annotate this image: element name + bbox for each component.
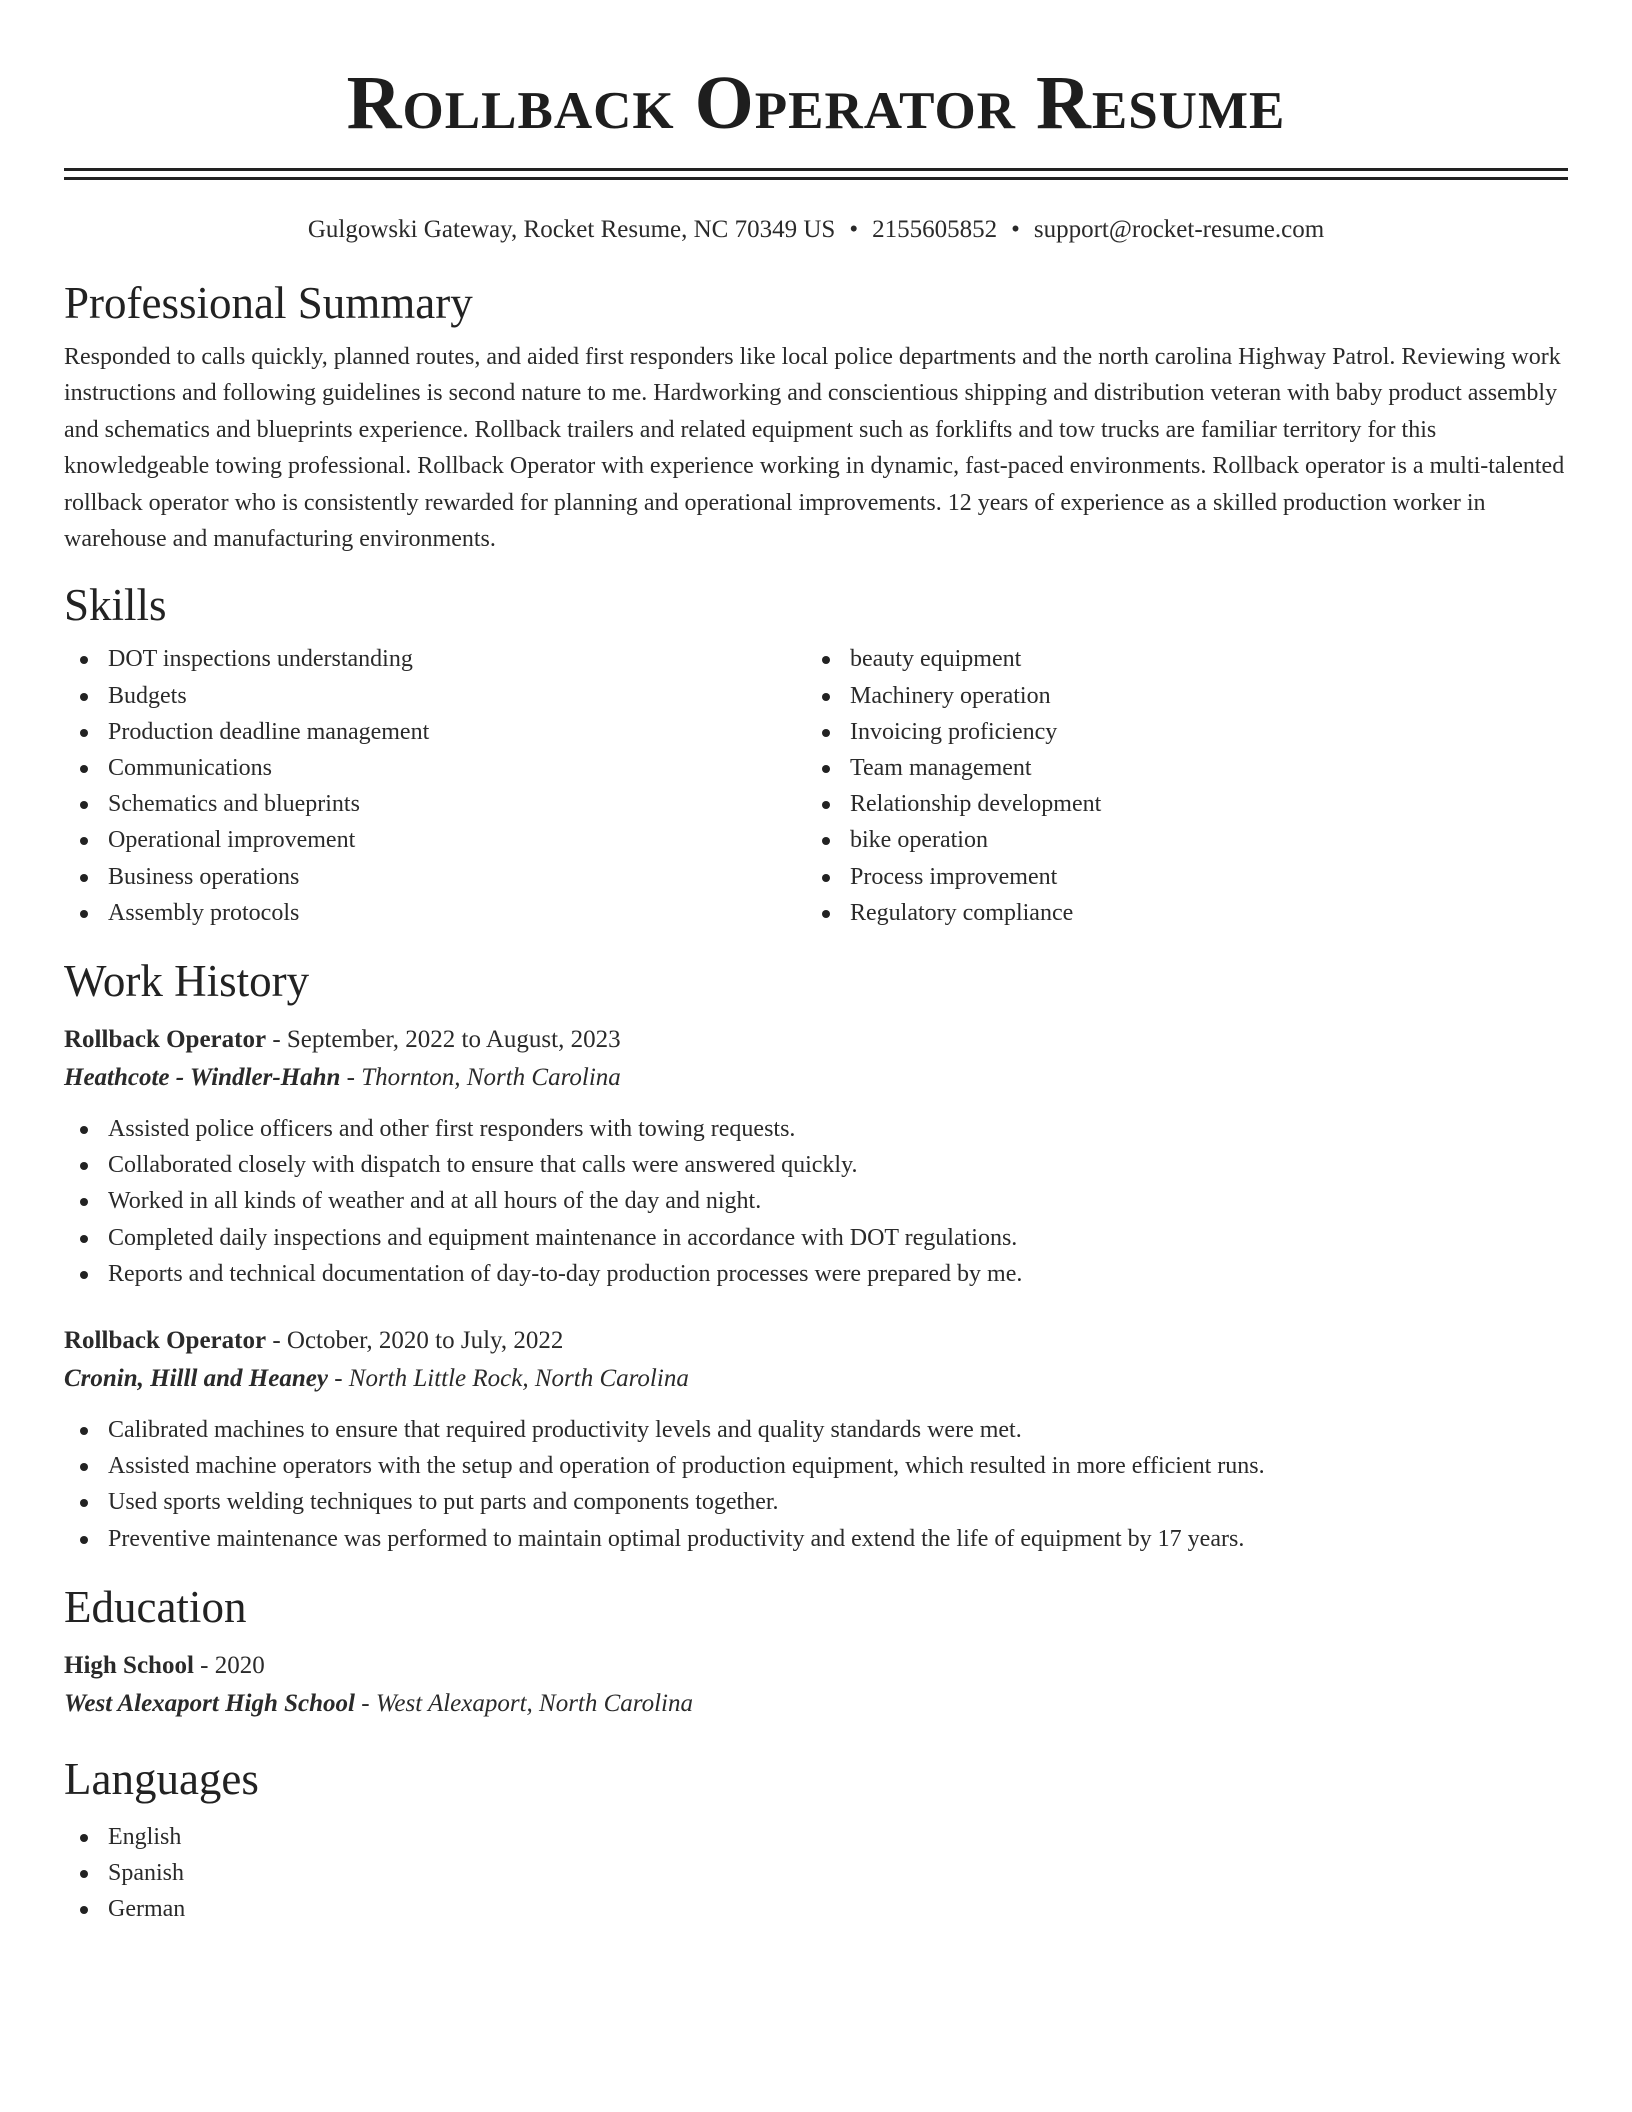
resume-title: Rollback Operator Resume xyxy=(346,61,1286,145)
contact-line xyxy=(64,213,1568,247)
skill-item: Business operations xyxy=(64,859,806,895)
work-history-heading: Work History xyxy=(64,956,310,1007)
contact-separator: • xyxy=(849,216,859,243)
job-location: - North Little Rock, North Carolina xyxy=(327,1365,689,1393)
skills-column-right xyxy=(806,641,1548,931)
skills-column-left xyxy=(64,641,806,931)
contact-address: Gulgowski Gateway, Rocket Resume, NC 70349 US xyxy=(307,216,836,243)
education-degree: High School xyxy=(64,1651,194,1679)
job-title: Rollback Operator xyxy=(64,1026,267,1054)
education-entry xyxy=(64,1647,1568,1723)
job-dates: - September, 2022 to August, 2023 xyxy=(266,1026,621,1054)
job-entry xyxy=(64,1021,1568,1292)
skill-item: Budgets xyxy=(64,678,806,714)
education-location: - West Alexaport, North Carolina xyxy=(355,1689,693,1717)
job-duty-item: Reports and technical documentation of day-to-day production processes were prepared by me. xyxy=(64,1256,1568,1292)
job-title-line xyxy=(64,1021,1568,1059)
contact-email[interactable]: support@rocket-resume.com xyxy=(1033,216,1325,243)
skill-item: Process improvement xyxy=(806,859,1548,895)
job-dates: - October, 2020 to July, 2022 xyxy=(266,1327,564,1355)
skills-heading: Skills xyxy=(64,580,167,631)
education-degree-line xyxy=(64,1647,1568,1685)
skill-item: Invoicing proficiency xyxy=(806,714,1548,750)
skill-item: Operational improvement xyxy=(64,822,806,858)
education-heading: Education xyxy=(64,1581,247,1632)
contact-phone: 2155605852 xyxy=(872,216,998,243)
job-company: Heathcote - Windler-Hahn xyxy=(64,1064,341,1092)
job-title: Rollback Operator xyxy=(64,1327,267,1355)
skill-item: Communications xyxy=(64,750,806,786)
skill-item: Schematics and blueprints xyxy=(64,786,806,822)
job-duty-item: Worked in all kinds of weather and at all hours of the day and night. xyxy=(64,1183,1568,1219)
education-year: - 2020 xyxy=(193,1651,265,1679)
job-entry xyxy=(64,1322,1568,1557)
skill-item: Assembly protocols xyxy=(64,895,806,931)
job-duties xyxy=(64,1111,1568,1292)
job-location: - Thornton, North Carolina xyxy=(340,1064,621,1092)
education-school: West Alexaport High School xyxy=(64,1689,356,1717)
job-duty-item: Assisted machine operators with the setup and operation of production equipment, which resulted in more efficient runs. xyxy=(64,1448,1568,1484)
skill-item: Regulatory compliance xyxy=(806,895,1548,931)
skill-item: bike operation xyxy=(806,822,1548,858)
contact-separator: • xyxy=(1011,216,1020,243)
job-company-line xyxy=(64,1059,1568,1097)
skill-item: Relationship development xyxy=(806,786,1548,822)
skill-item: Team management xyxy=(806,750,1548,786)
languages-heading: Languages xyxy=(64,1753,259,1804)
language-item: Spanish xyxy=(64,1855,1568,1891)
language-item: German xyxy=(64,1891,1568,1927)
job-duty-item: Collaborated closely with dispatch to ensure that calls were answered quickly. xyxy=(64,1147,1568,1183)
job-duties xyxy=(64,1412,1568,1557)
skill-item: beauty equipment xyxy=(806,641,1548,677)
skill-item: Production deadline management xyxy=(64,714,806,750)
job-duty-item: Completed daily inspections and equipment maintenance in accordance with DOT regulations. xyxy=(64,1220,1568,1256)
education-school-line xyxy=(64,1685,1568,1723)
skill-item: Machinery operation xyxy=(806,678,1548,714)
job-company-line xyxy=(64,1360,1568,1398)
job-title-line xyxy=(64,1322,1568,1360)
summary-text: Responded to calls quickly, planned routes, and aided first responders like local police departments and the north carolina Highway Patrol. Reviewing work instructions and following guidelines is second nature to me. Hardworking and conscientious shipping and distribution veteran with baby product assembly and schematics and blueprints experience. Rollback trailers and related equipment such as forklifts and tow trucks are familiar territory for this knowledgeable towing professional. Rollback Operator with experience working in dynamic, fast-paced environments. Rollback operator is a multi-talented rollback operator who is consistently rewarded for planning and operational improvements. 12 years of experience as a skilled production worker in warehouse and manufacturing environments. xyxy=(64,344,1565,553)
language-item: English xyxy=(64,1819,1568,1855)
summary-heading: Professional Summary xyxy=(64,278,473,328)
skill-item: DOT inspections understanding xyxy=(64,641,806,677)
job-duty-item: Assisted police officers and other first responders with towing requests. xyxy=(64,1111,1568,1147)
title-divider-bottom xyxy=(64,177,1568,180)
skills-list xyxy=(64,641,1568,931)
title-divider-top xyxy=(64,168,1568,171)
job-duty-item: Used sports welding techniques to put parts and components together. xyxy=(64,1484,1568,1520)
job-duty-item: Preventive maintenance was performed to maintain optimal productivity and extend the life of equipment by 17 years. xyxy=(64,1521,1568,1557)
job-company: Cronin, Hilll and Heaney xyxy=(64,1365,328,1393)
languages-list xyxy=(64,1819,1568,1928)
job-duty-item: Calibrated machines to ensure that required productivity levels and quality standards were met. xyxy=(64,1412,1568,1448)
